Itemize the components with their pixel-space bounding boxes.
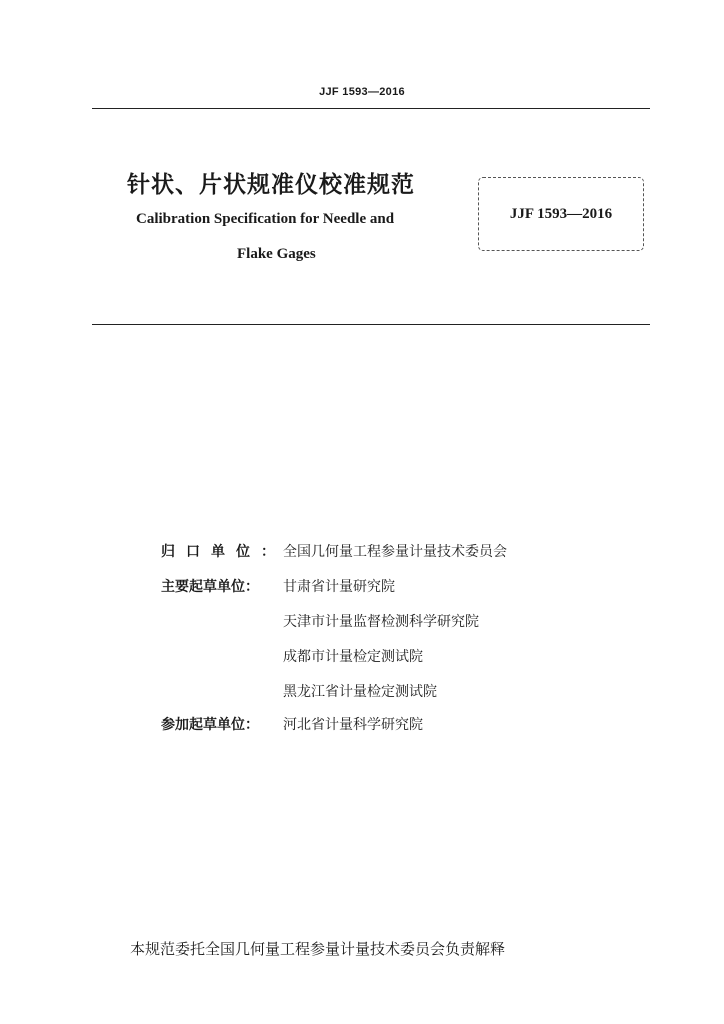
- header-standard-code: JJF 1593—2016: [319, 86, 405, 98]
- main-drafting-unit-2: 天津市计量监督检测科学研究院: [283, 614, 479, 630]
- participating-units-label: 参加起草单位：: [161, 717, 259, 733]
- top-divider: [92, 108, 650, 109]
- participating-units-row: [161, 714, 423, 734]
- title-english-line-2: Flake Gages: [237, 246, 316, 262]
- bottom-divider: [92, 324, 650, 325]
- standard-code-box-text: JJF 1593—2016: [509, 206, 613, 222]
- main-drafting-unit-1: 甘肃省计量研究院: [283, 579, 395, 595]
- main-drafting-unit-4: 黑龙江省计量检定测试院: [283, 684, 437, 700]
- main-drafting-unit-3: 成都市计量检定测试院: [283, 649, 423, 665]
- main-drafting-units-row: [161, 576, 395, 596]
- participating-unit-1: 河北省计量科学研究院: [283, 717, 423, 733]
- centralized-unit-row: [161, 541, 507, 561]
- title-chinese: 针状、片状规准仪校准规范: [127, 172, 415, 198]
- centralized-unit-label: 归口单位：: [161, 544, 286, 560]
- title-english-line-1: Calibration Specification for Needle and: [136, 211, 395, 227]
- main-drafting-units-label: 主要起草单位：: [161, 579, 259, 595]
- centralized-unit-value: 全国几何量工程参量计量技术委员会: [283, 544, 507, 560]
- interpretation-note: 本规范委托全国几何量工程参量计量技术委员会负责解释: [130, 940, 506, 958]
